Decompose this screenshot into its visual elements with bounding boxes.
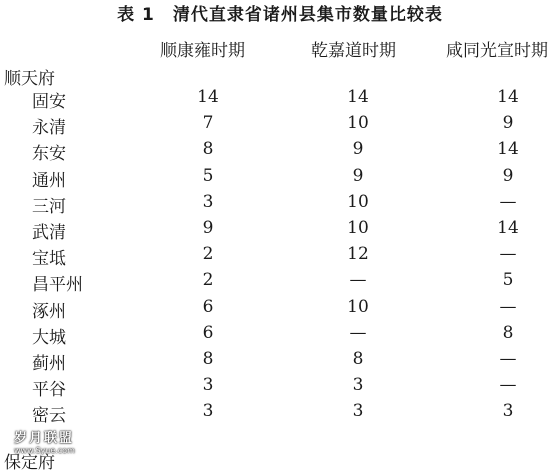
row-name: 三河 (32, 196, 66, 217)
row-name: 昌平州 (32, 275, 83, 296)
table-row (0, 401, 560, 427)
table-row (0, 139, 560, 165)
table-row (0, 349, 560, 375)
column-header-2: 乾嘉道时期 (311, 41, 396, 61)
table-row (0, 270, 560, 296)
column-header-1: 顺康雍时期 (160, 41, 245, 61)
cell-period-2: — (349, 270, 367, 291)
cell-period-1: 2 (202, 270, 214, 291)
cell-period-1: 6 (202, 322, 214, 343)
cell-period-3: — (499, 244, 517, 265)
cell-period-2: 12 (347, 244, 369, 265)
table-number: 表 1 (117, 5, 155, 25)
cell-period-1: 7 (202, 113, 214, 134)
cell-period-2: 3 (352, 401, 364, 422)
cell-period-3: 14 (497, 139, 519, 160)
cell-period-3: 9 (502, 165, 514, 186)
row-name: 密云 (32, 406, 66, 427)
cell-period-1: 6 (202, 296, 214, 317)
cell-period-2: 8 (352, 349, 364, 369)
cell-period-2: 10 (347, 191, 369, 212)
cell-period-2: 3 (352, 375, 364, 396)
region-label: 顺天府 (4, 69, 55, 89)
table-row (0, 166, 560, 192)
cell-period-1: 9 (202, 218, 214, 238)
cell-period-2: 10 (347, 296, 369, 317)
cell-period-1: 3 (202, 401, 214, 422)
row-name: 武清 (32, 223, 66, 243)
table-row (0, 323, 560, 349)
column-header-3: 咸同光宣时期 (446, 41, 548, 61)
table-row (0, 192, 560, 218)
cell-period-3: — (499, 191, 517, 212)
row-name: 大城 (32, 327, 66, 348)
row-name: 永清 (32, 118, 66, 139)
cell-period-1: 14 (197, 87, 219, 107)
cell-period-2: 9 (352, 139, 364, 160)
cell-period-3: 14 (497, 218, 519, 238)
table-row (0, 87, 560, 113)
watermark-text: 岁月联盟 (14, 431, 75, 446)
row-name: 宝坻 (32, 249, 66, 270)
cell-period-2: 10 (347, 218, 369, 238)
cell-period-3: — (499, 375, 517, 396)
table-title (0, 0, 560, 25)
cell-period-3: 5 (502, 270, 514, 291)
row-name: 固安 (32, 92, 66, 112)
cell-period-2: 9 (352, 165, 364, 186)
row-name: 蓟州 (32, 354, 66, 374)
cell-period-3: — (499, 349, 517, 369)
table-title-text: 清代直隶省诸州县集市数量比较表 (172, 5, 443, 25)
table-row (0, 297, 560, 323)
table-row (0, 375, 560, 401)
cell-period-2: 14 (347, 87, 369, 107)
table-row (0, 244, 560, 270)
cell-period-3: 8 (502, 322, 514, 343)
cell-period-3: 9 (502, 113, 514, 134)
cell-period-2: — (349, 322, 367, 343)
row-name: 平谷 (32, 380, 66, 401)
table-row (0, 113, 560, 139)
cell-period-3: — (499, 296, 517, 317)
cell-period-3: 14 (497, 87, 519, 107)
cell-period-1: 2 (202, 244, 214, 265)
cell-period-1: 8 (202, 139, 214, 160)
cell-period-3: 3 (502, 401, 514, 422)
row-name: 东安 (32, 144, 66, 165)
cell-period-1: 5 (202, 165, 214, 186)
table-row (0, 218, 560, 244)
cell-period-1: 3 (202, 375, 214, 396)
cell-period-1: 8 (202, 349, 214, 369)
row-name: 通州 (32, 170, 66, 191)
watermark-url: www.Syue.com (14, 446, 75, 455)
cell-period-1: 3 (202, 191, 214, 212)
region-label-bottom: 保定府 (4, 453, 55, 473)
watermark-logo (14, 432, 75, 455)
cell-period-2: 10 (347, 113, 369, 134)
row-name: 涿州 (32, 301, 66, 322)
